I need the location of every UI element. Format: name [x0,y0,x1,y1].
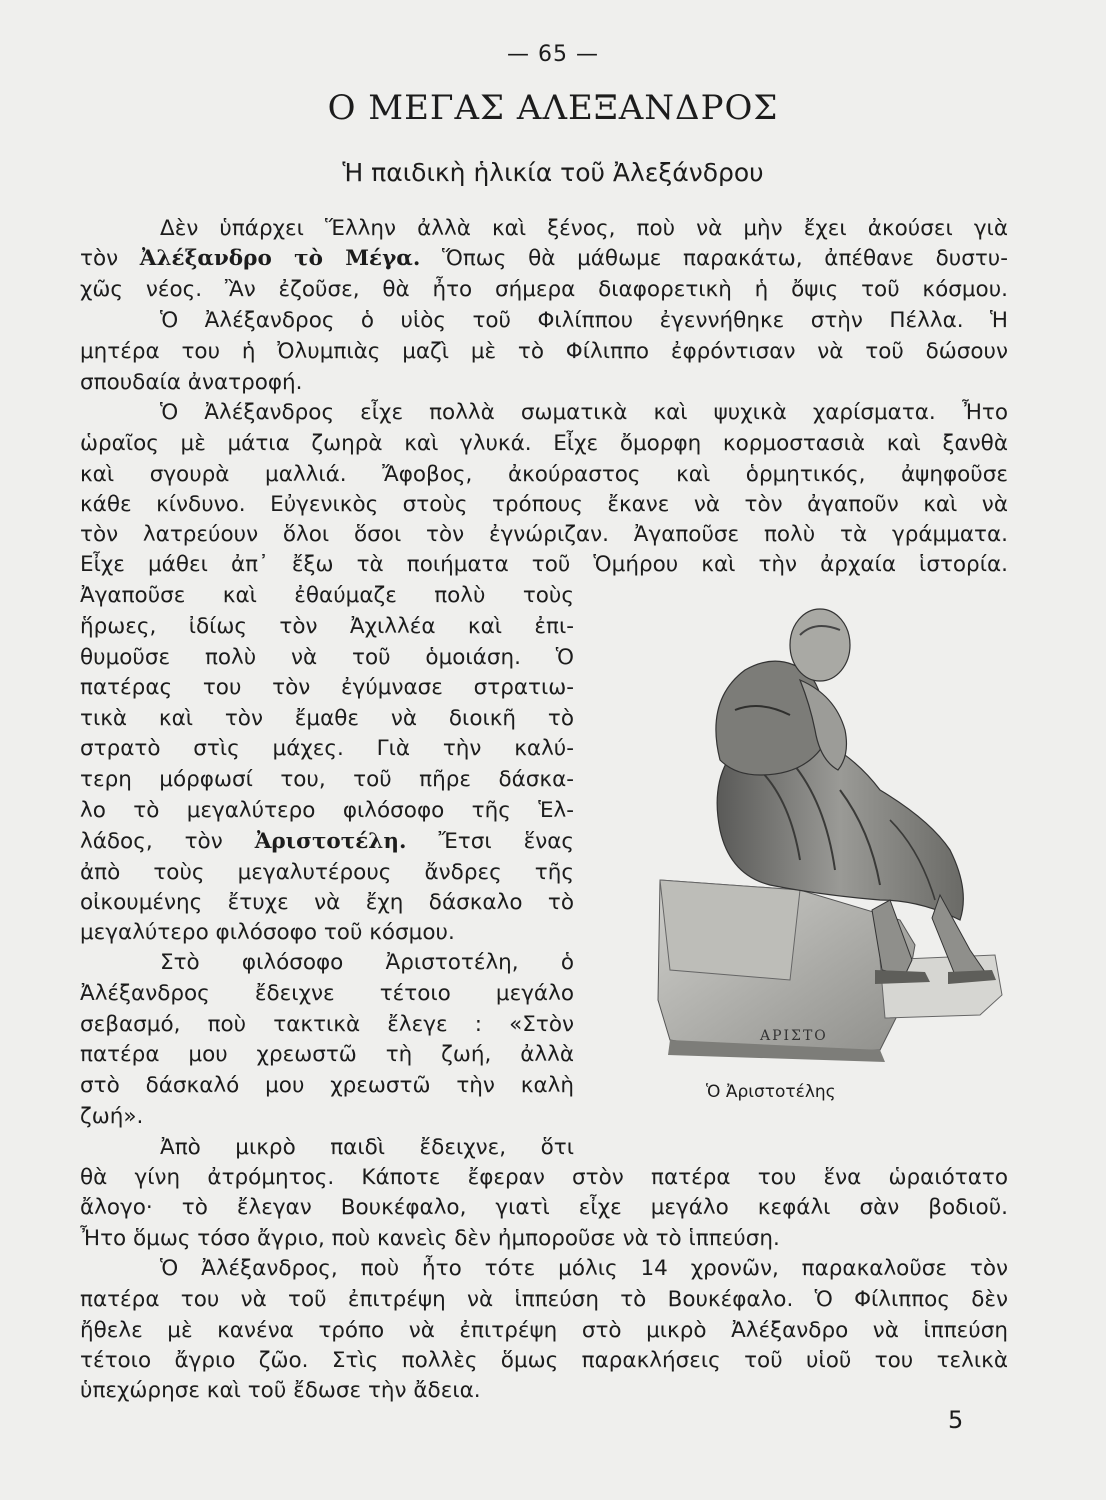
chapter-title: Ο ΜΕΓΑΣ ΑΛΕΞΑΝΔΡΟΣ [327,88,779,128]
text-line [80,827,574,857]
text-line [80,244,1008,274]
text-fragment: Ὅπως θὰ μάθωμε παρακάτω, ἀπέθανε δυστυ- [442,246,1008,271]
text-line: ἀπὸ τοὺς μεγαλυτέρους ἄνδρες τῆς [80,860,574,885]
text-line: πατέρας του τὸν ἐγύμνασε στρατιω- [80,675,574,700]
text-line: ἥρωες, ἰδίως τὸν Ἀχιλλέα καὶ ἐπι- [80,614,574,639]
text-line: Ὁ Ἀλέξανδρος εἶχε πολλὰ σωματικὰ καὶ ψυχικὰ χαρίσματα. Ἦτο [160,400,1008,425]
text-line: πατέρα του νὰ τοῦ ἐπιτρέψη νὰ ἱππεύση τὸ Βουκέφαλο. Ὁ Φίλιππος δὲν [80,1287,1008,1312]
aristotle-statue-illustration [650,600,1010,1070]
text-line: κάθε κίνδυνο. Εὐγενικὸς στοὺς τρόπους ἔκανε νὰ τὸν ἀγαποῦν καὶ νὰ [80,492,1008,517]
text-line: καὶ σγουρὰ μαλλιά. Ἄφοβος, ἀκούραστος καὶ ὁρμητικός, ἀψηφοῦσε [80,462,1008,487]
signature-mark: 5 [948,1406,964,1434]
text-line: οἰκουμένης ἔτυχε νὰ ἔχη δάσκαλο τὸ [80,890,574,915]
statue-drawing [650,600,1010,1070]
bold-name: Ἀριστοτέλη. [254,829,407,854]
text-line: μητέρα του ἡ Ὀλυμπιὰς μαζὶ μὲ τὸ Φίλιππο ἐφρόντισαν νὰ τοῦ δώσουν [80,339,1008,364]
text-fragment: Ἔτσι ἕνας [438,829,574,854]
text-line: λο τὸ μεγαλύτερο φιλόσοφο τῆς Ἑλ- [80,798,574,823]
section-subtitle: Ἡ παιδικὴ ἡλικία τοῦ Ἀλεξάνδρου [342,158,764,187]
text-line: Δὲν ὑπάρχει Ἕλλην ἀλλὰ καὶ ξένος, ποὺ νὰ μὴν ἔχει ἀκούσει γιὰ [160,216,1008,241]
text-line: ὡραῖος μὲ μάτια ζωηρὰ καὶ γλυκά. Εἶχε ὄμορφη κορμοστασιὰ καὶ ξανθὰ [80,431,1008,456]
text-line: Στὸ φιλόσοφο Ἀριστοτέλη, ὁ [160,950,574,975]
text-line: τέτοιο ἄγριο ζῶο. Στὶς πολλὲς ὅμως παρακλήσεις τοῦ υἱοῦ του τελικὰ [80,1348,1008,1373]
text-line: Ὁ Ἀλέξανδρος, ποὺ ἦτο τότε μόλις 14 χρονῶν, παρακαλοῦσε τὸν [160,1256,1008,1281]
text-line: μεγαλύτερο φιλόσοφο τοῦ κόσμου. [80,920,455,945]
text-line: τερη μόρφωσί του, τοῦ πῆρε δάσκα- [80,767,574,792]
text-line: θὰ γίνη ἀτρόμητος. Κάποτε ἔφεραν στὸν πατέρα του ἕνα ὡραιότατο [80,1165,1008,1190]
text-fragment: λάδος, τὸν [80,829,223,854]
text-line: Ἀλέξανδρος ἔδειχνε τέτοιο μεγάλο [80,981,574,1006]
text-line: Ἀγαποῦσε καὶ ἐθαύμαζε πολὺ τοὺς [80,583,574,608]
text-line: ζωή». [80,1104,144,1129]
figure-caption: Ὁ Ἀριστοτέλης [706,1082,836,1102]
text-line: θυμοῦσε πολὺ νὰ τοῦ ὁμοιάση. Ὁ [80,645,574,670]
text-line: σπουδαία ἀνατροφή. [80,370,303,395]
page-number: — 65 — [507,42,599,67]
text-line: σεβασμό, ποὺ τακτικὰ ἔλεγε : «Στὸν [80,1012,574,1037]
text-line: στρατὸ στὶς μάχες. Γιὰ τὴν καλύ- [80,736,574,761]
text-line: Εἶχε μάθει ἀπ᾿ ἔξω τὰ ποιήματα τοῦ Ὁμήρου καὶ τὴν ἀρχαία ἱστορία. [80,552,1008,577]
text-line: ἤθελε μὲ κανένα τρόπο νὰ ἐπιτρέψη στὸ μικρὸ Ἀλέξανδρο νὰ ἱππεύση [80,1318,1008,1343]
text-line: χῶς νέος. Ἂν ἐζοῦσε, θὰ ἦτο σήμερα διαφορετικὴ ἡ ὄψις τοῦ κόσμου. [80,277,1008,302]
text-line: τὸν λατρεύουν ὅλοι ὅσοι τὸν ἐγνώριζαν. Ἀγαποῦσε πολὺ τὰ γράμματα. [80,522,1008,547]
text-line: Ἦτο ὅμως τόσο ἄγριο, ποὺ κανεὶς δὲν ἠμποροῦσε νὰ τὸ ἱππεύση. [80,1226,780,1251]
text-line: πατέρα μου χρεωστῶ τὴ ζωή, ἀλλὰ [80,1042,574,1067]
text-fragment: τὸν [80,246,119,271]
bold-name: Ἀλέξανδρο τὸ Μέγα. [139,246,421,271]
text-line: ἄλογο· τὸ ἔλεγαν Βουκέφαλο, γιατὶ εἶχε μεγάλο κεφάλι σὰν βοδιοῦ. [80,1195,1008,1220]
text-line: Ἀπὸ μικρὸ παιδὶ ἔδειχνε, ὅτι [160,1135,574,1160]
text-line: Ὁ Ἀλέξανδρος ὁ υἱὸς τοῦ Φιλίππου ἐγεννήθηκε στὴν Πέλλα. Ἡ [160,308,1008,333]
statue-inscription: ΑΡΙΣΤΟ [760,1028,828,1044]
text-line: τικὰ καὶ τὸν ἔμαθε νὰ διοικῆ τὸ [80,706,574,731]
text-line: ὑπεχώρησε καὶ τοῦ ἔδωσε τὴν ἄδεια. [80,1378,481,1403]
text-line: στὸ δάσκαλό μου χρεωστῶ τὴν καλὴ [80,1073,574,1098]
